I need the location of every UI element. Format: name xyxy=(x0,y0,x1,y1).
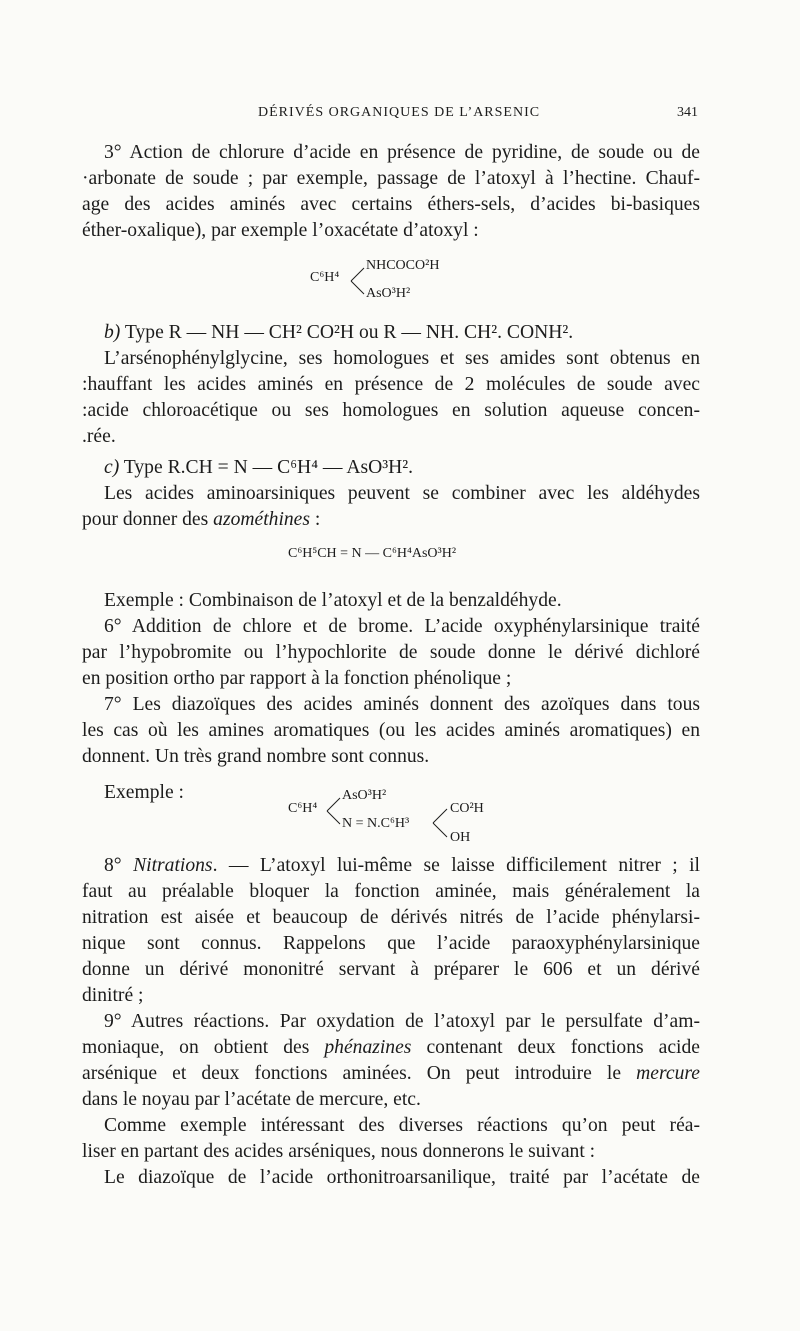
bond-lines-right xyxy=(432,806,450,842)
formula-middle-group: N = N.C⁶H³ xyxy=(342,816,410,831)
text-line: :acide chloroacétique ou ses homologues en solution aqueuse concen- xyxy=(82,400,700,421)
formula-upper-group: AsO³H² xyxy=(342,788,387,803)
text-line: ·arbonate de soude ; par exemple, passage de l’atoxyl à l’hectine. Chauf- xyxy=(82,168,700,189)
formula-upper-group: NHCOCO²H xyxy=(366,258,440,273)
text-line: L’arsénophénylglycine, ses homologues et ses amides sont obtenus en xyxy=(104,348,700,369)
page-number: 341 xyxy=(677,105,698,120)
paragraph-action-chlorure xyxy=(82,140,700,244)
text-line: arsénique et deux fonctions aminées. On peut introduire le mercure xyxy=(82,1063,700,1084)
italic-term: phénazines xyxy=(324,1037,412,1058)
text-line: Les acides aminoarsiniques peuvent se combiner avec les aldéhydes xyxy=(104,483,700,504)
formula-right-lower: OH xyxy=(450,830,471,845)
text-line: 6° Addition de chlore et de brome. L’acide oxyphénylarsinique traité xyxy=(104,616,700,637)
italic-term: azométhines xyxy=(213,509,311,530)
paragraph-examples-6-7 xyxy=(82,588,700,806)
paragraph-type-b xyxy=(82,320,700,450)
text-line: nique sont connus. Rappelons que l’acide paraoxyphénylarsinique xyxy=(82,933,700,954)
text-line: nitration est aisée et beaucoup de dérivés nitrés de l’acide phénylarsi- xyxy=(82,907,700,928)
item-letter: b) xyxy=(104,322,121,343)
text-line: :hauffant les acides aminés en présence de 2 molécules de soude avec xyxy=(82,374,700,395)
text-line: liser en partant des acides arséniques, nous donnerons le suivant : xyxy=(82,1141,596,1162)
text-line: dinitré ; xyxy=(82,985,144,1006)
formula-right-upper: CO²H xyxy=(450,801,484,816)
text-line: age des acides aminés avec certains éthers-sels, d’acides bi-basiques xyxy=(82,194,700,215)
text-line: c) Type R.CH = N — C⁶H⁴ — AsO³H². xyxy=(104,457,414,478)
text-line: par l’hypobromite ou l’hypochlorite de soude donne le dérivé dichloré xyxy=(82,642,700,663)
text-line: les cas où les amines aromatiques (ou les acides aminés aromatiques) en xyxy=(82,720,700,741)
text-line: donne un dérivé mononitré servant à préparer le 606 et un dérivé xyxy=(82,959,700,980)
formula-oxacetate-atoxyl xyxy=(310,256,510,306)
item-letter: c) xyxy=(104,457,120,478)
italic-term: mercure xyxy=(636,1063,700,1084)
text-line: faut au préalable bloquer la fonction aminée, mais généralement la xyxy=(82,881,700,902)
text-line: Comme exemple intéressant des diverses réactions qu’on peut réa- xyxy=(104,1115,700,1136)
paragraph-nitrations xyxy=(82,853,700,1191)
bond-lines-left xyxy=(326,794,342,828)
formula-core: C⁶H⁴ xyxy=(310,270,340,285)
text-line: donnent. Un très grand nombre sont connus. xyxy=(82,746,430,767)
text-line: b) Type R — NH — CH² CO²H ou R — NH. CH². CONH². xyxy=(104,322,574,343)
text-line: Le diazoïque de l’acide orthonitroarsanilique, traité par l’acétate de xyxy=(104,1167,700,1188)
formula-core: C⁶H⁴ xyxy=(288,801,318,816)
formula-line: C⁶H⁵CH = N — C⁶H⁴AsO³H² xyxy=(288,546,457,561)
text-line: 9° Autres réactions. Par oxydation de l’atoxyl par le persulfate d’am- xyxy=(104,1011,700,1032)
text-line: pour donner des azométhines : xyxy=(82,509,321,530)
text-line: en position ortho par rapport à la fonction phénolique ; xyxy=(82,668,512,689)
running-title: DÉRIVÉS ORGANIQUES DE L’ARSENIC xyxy=(258,105,541,120)
text-line: 7° Les diazoïques des acides aminés donnent des azoïques dans tous xyxy=(104,694,700,715)
paragraph-type-c xyxy=(82,455,700,533)
formula-azomethine xyxy=(288,546,548,566)
text-line: .rée. xyxy=(82,426,116,447)
bond-lines xyxy=(350,264,366,298)
italic-term: Nitrations xyxy=(133,855,213,876)
text-line: 8° Nitrations. — L’atoxyl lui-même se laisse difficilement nitrer ; il xyxy=(104,855,701,876)
text-line: Exemple : xyxy=(104,782,184,803)
text-line: moniaque, on obtient des phénazines contenant deux fonctions acide xyxy=(82,1037,700,1058)
formula-lower-group: AsO³H² xyxy=(366,286,411,301)
text-line: 3° Action de chlorure d’acide en présence de pyridine, de soude ou de xyxy=(104,142,700,163)
formula-azo-example xyxy=(288,786,508,845)
text-line: dans le noyau par l’acétate de mercure, etc. xyxy=(82,1089,421,1110)
text-line: Exemple : Combinaison de l’atoxyl et de la benzaldéhyde. xyxy=(104,590,562,611)
text-line: éther-oxalique), par exemple l’oxacétate d’atoxyl : xyxy=(82,220,479,241)
running-header xyxy=(100,105,700,129)
